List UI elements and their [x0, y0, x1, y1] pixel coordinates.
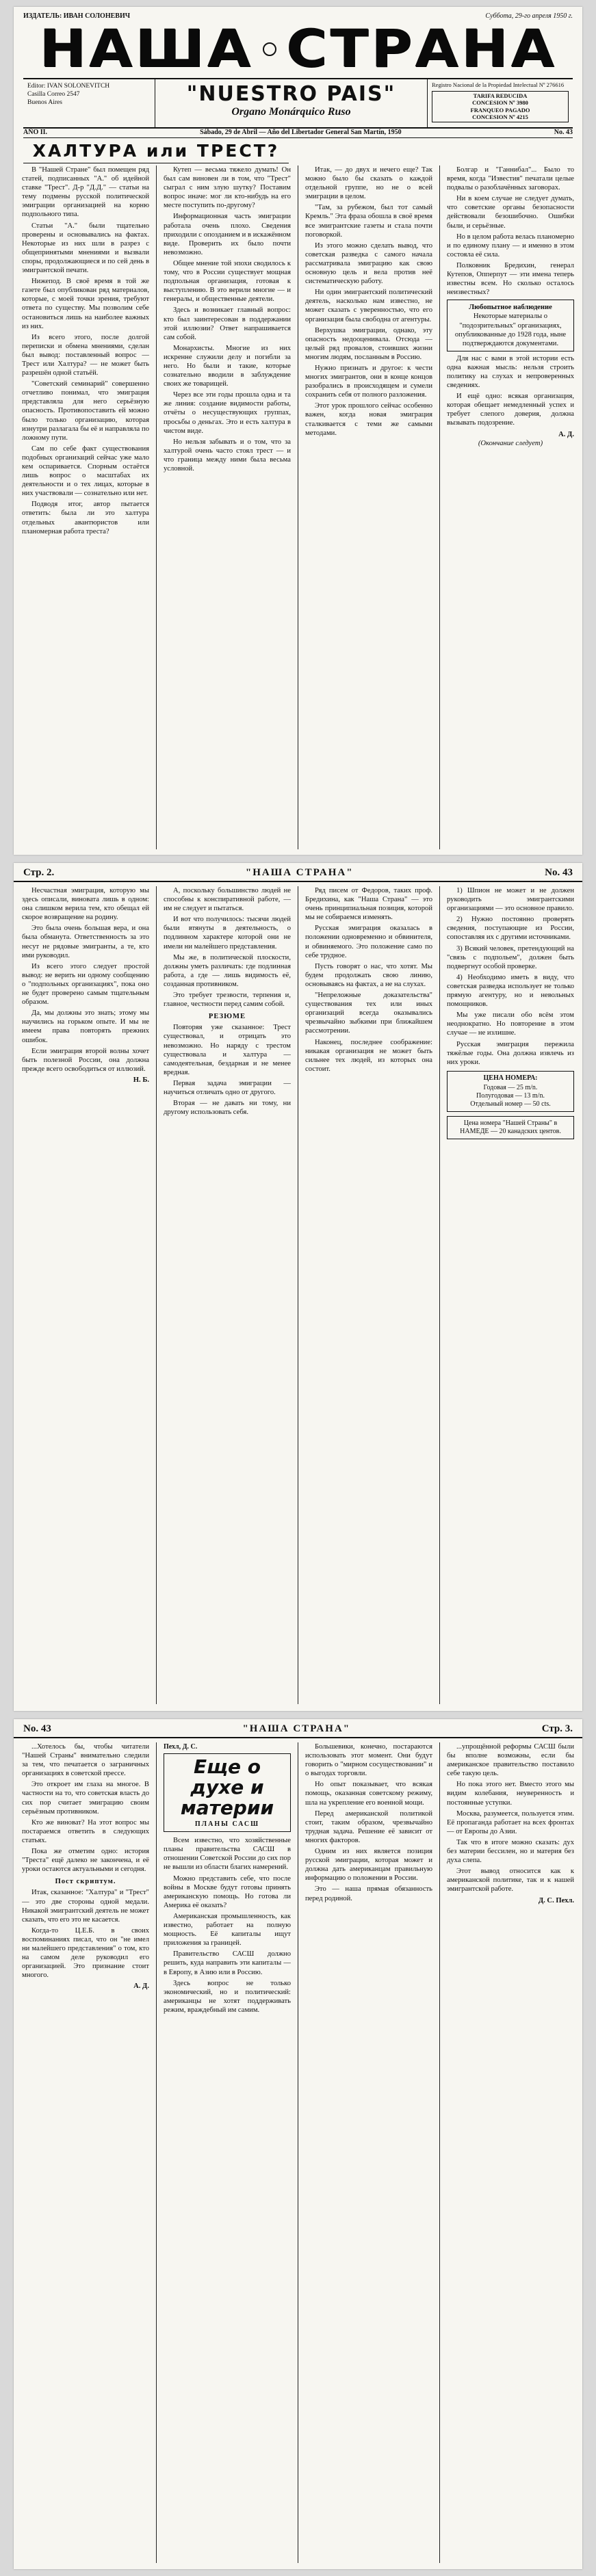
- paragraph: Ни в коем случае не следует думать, что советские органы безопасности действовали безошибочно. Ошибки были, и серьёзные.: [447, 195, 574, 230]
- article-headline: ХАЛТУРА или ТРЕСТ?: [23, 141, 289, 163]
- signature: Д. С. Пехл.: [538, 1896, 574, 1904]
- price-notice-text: Цена номера "Нашей Страны" в НАМЕДЕ — 20 канадских центов.: [460, 1119, 561, 1135]
- price-notice: [447, 1116, 574, 1139]
- masthead-word-left: НАША: [39, 18, 254, 79]
- article-author: Пехл, Д. С.: [164, 1743, 198, 1751]
- column-4: [447, 1742, 574, 2563]
- page-number: Стр. 2.: [23, 867, 55, 878]
- paragraph: Русская эмиграция оказалась в положении одновременно и обвинителя, и обвиняемого. Это положение само по себе трудное.: [305, 925, 432, 959]
- dateline-bar: [23, 129, 573, 138]
- paragraph: Можно представить себе, что после войны в Москве будут готовы принять американскую помощь. Но готова ли Америка её оказать?: [164, 1874, 291, 1909]
- section-heading: Пост скриптум.: [55, 1878, 116, 1886]
- paragraph: Американская промышленность, как известно, работает на полную мощность. Её капиталы ищут приложения за границей.: [164, 1912, 291, 1948]
- column-divider: [156, 1742, 157, 2563]
- paragraph: Информационная часть эмиграции работала очень плохо. Сведения приходили с опозданием и в искажённом виде. Проверить их было почти невозможно.: [164, 213, 291, 256]
- article-headline-box: [164, 1753, 291, 1832]
- paragraph: Ни один эмигрантский политический деятель, насколько нам известно, не может сказать с уверенностью, что его организация была свободна от агентуры.: [305, 289, 432, 323]
- boxed-note-title: Любопытное наблюдение: [469, 304, 552, 312]
- paragraph: Из всего этого, после долгой переписки и обмена мнениями, сделан был вывод: поставленный вопрос — Трест или Халтура? — не может быть разрешён одной статьёй.: [22, 333, 149, 377]
- subscription-line: Отдельный номер — 50 cts.: [470, 1100, 551, 1108]
- subscription-line: Годовая — 25 m/n.: [483, 1083, 538, 1091]
- running-header: [14, 1719, 582, 1738]
- paragraph: Мы уже писали обо всём этом неоднократно. Но повторение в этом случае — не излишне.: [447, 1011, 574, 1037]
- paragraph: Мы же, в политической плоскости, должны уметь различать: где подлинная работа, а где — лишь видимость её, созданная противником.: [164, 953, 291, 988]
- date-line-top: Суббота, 29-го апреля 1950 г.: [485, 12, 573, 20]
- masthead: [23, 18, 573, 79]
- paragraph: Нижепод. В своё время в той же газете был опубликован ряд материалов, которые, с моей точки зрения, требуют ответа по существу. Мы позволим себе остановиться лишь на наиболее важных из них.: [22, 278, 149, 330]
- column-3: [305, 886, 432, 1704]
- paragraph: В "Нашей Стране" был помещен ряд статей, подписанных "А." об идейной ставке "Трест". Д-р "Д.Д." — статьи на тему подмены русской политической эмиграции организацией на корню подпольного типа.: [22, 166, 149, 219]
- signature: А. Д.: [133, 1982, 149, 1991]
- column-3: [305, 1742, 432, 2563]
- paragraph: Москва, разумеется, пользуется этим. Её пропаганда работает на всех фронтах — от Европы до Азии.: [447, 1809, 574, 1835]
- paragraph: Полковник Бредихин, генерал Кутепов, Опперпут — эти имена теперь известны всем. Но сколько осталось неизвестных?: [447, 261, 574, 297]
- publisher-line: ИЗДАТЕЛЬ: ИВАН СОЛОНЕВИЧ: [23, 12, 131, 20]
- editor-name: Editor: IVAN SOLONEVITCH: [27, 83, 110, 90]
- paragraph: И вот что получилось: тысячи людей были втянуты в деятельность, о подлинном характере которой они не имели ни малейшего представления.: [164, 916, 291, 951]
- paragraph: Это откроет им глаза на многое. В частности на то, что советская власть до сих пор считает эмиграцию своим серьёзным противником.: [22, 1781, 149, 1816]
- running-title: "НАША СТРАНА": [242, 1723, 351, 1734]
- paragraph: Из этого можно сделать вывод, что советская разведка с самого начала рассматривала эмиграцию как свою основную цель и вела против неё систематическую работу.: [305, 241, 432, 286]
- paragraph: Нужно признать и другое: к чести многих эмигрантов, они в конце концов разобрались в происходящем и сумели сохранить себя от полного разложения.: [305, 364, 432, 399]
- info-bar: [23, 78, 573, 129]
- section-heading: РЕЗЮМЕ: [208, 1013, 246, 1021]
- paragraph: Монархисты. Многие из них искренне служили делу и погибли за него. Но были и такие, которые сознательно вводили в заблуждение своих же товарищей.: [164, 344, 291, 388]
- paragraph: Пусть говорят о нас, что хотят. Мы будем продолжать свою линию, основываясь на фактах, а не на слухах.: [305, 962, 432, 988]
- paragraph: Перед американской политикой стоит, таким образом, чрезвычайно трудная задача. Решение её зависит от многих факторов.: [305, 1809, 432, 1844]
- article-headline: Еще о духе и материи: [180, 1755, 274, 1820]
- running-header: [14, 863, 582, 882]
- paragraph: Повторяя уже сказанное: Трест существовал, и отрицать это невозможно. Но наряду с трестом существовала и халтура — самодеятельная, бездарная и не менее вредная.: [164, 1024, 291, 1076]
- column-divider: [439, 165, 440, 849]
- paragraph: Вторая — не давать ни тому, ни другому использовать себя.: [164, 1100, 291, 1117]
- paragraph: Но опыт показывает, что всякая помощь, оказанная советскому режиму, шла на укрепление его военной мощи.: [305, 1781, 432, 1807]
- paragraph: Итак, — до двух и нечего еще? Так можно было бы сказать о каждой отдельной группе, но не о всей эмиграции в целом.: [305, 166, 432, 201]
- paragraph: Здесь и возникает главный вопрос: кто был заинтересован в поддержании этой иллюзии? Ответ напрашивается сам собой.: [164, 306, 291, 341]
- column-2: [164, 165, 291, 849]
- paragraph: Первая задача эмиграции — научиться отличать одно от другого.: [164, 1079, 291, 1096]
- paragraph: Общее мнение той эпохи сводилось к тому, что в России существует мощная подпольная организация, готовая к выступлению. В это верили многие — и генералы, и общественные деятели.: [164, 259, 291, 304]
- paragraph: И ещё одно: всякая организация, которая обещает немедленный успех и требует слепого доверия, должна вызывать подозрение.: [447, 393, 574, 427]
- page1-columns: [22, 165, 574, 849]
- paragraph: Если эмиграция второй волны хочет быть полезной России, она должна прежде всего освободиться от иллюзий.: [22, 1047, 149, 1073]
- column-2: [164, 1742, 291, 2563]
- paragraph: Сам по себе факт существования подобных организаций сейчас уже мало кем оспаривается. Спорным остаётся лишь вопрос о масштабах их деятельности и о тех лицах, которые в них участвовали — сознательно или нет.: [22, 444, 149, 498]
- paragraph: 2) Нужно постоянно проверять сведения, поступающие из России, сопоставляя их с другими источниками.: [447, 916, 574, 942]
- issue-number: No. 43: [554, 129, 573, 136]
- front-page: [14, 7, 582, 855]
- editor-city: Buenos Aires: [27, 99, 62, 106]
- paragraph: Здесь вопрос не только экономический, но и политический: американцы не хотят поддерживать режим, враждебный им самим.: [164, 1979, 291, 2014]
- issue-number: No. 43: [545, 867, 573, 878]
- paragraph: Но нельзя забывать и о том, что за халтурой очень часто стоял трест — и что граница между ними была весьма условной.: [164, 438, 291, 473]
- registro-line: Registro Nacional de la Propiedad Intelectual Nº 276616: [432, 81, 565, 88]
- paragraph: Русская эмиграция пережила тяжёлые годы. Она должна извлечь из них уроки.: [447, 1040, 574, 1066]
- paragraph: 1) Шпион не может и не должен руководить эмигрантскими организациями — это основное правило.: [447, 887, 574, 913]
- column-4: [447, 165, 574, 849]
- article-subheadline: ПЛАНЫ САСШ: [194, 1820, 260, 1829]
- running-title: "НАША СТРАНА": [245, 867, 354, 878]
- paragraph: Да, мы должны это знать; этому мы научились на горьком опыте. И мы не имеем права повторять прежних ошибок.: [22, 1009, 149, 1044]
- signature: А. Д.: [558, 430, 574, 438]
- boxed-note-text: Некоторые материалы о "подозрительных" организациях, опубликованные до 1928 года, ныне подтверждаются документами.: [454, 313, 567, 347]
- paragraph: Из всего этого следует простой вывод: не верить ни одному сообщению о "подпольных организациях", пока оно не будет проверено самым тщательным образом.: [22, 962, 149, 1007]
- paragraph: 4) Необходимо иметь в виду, что советская разведка использует не только прямую агентуру, но и невольных помощников.: [447, 973, 574, 1009]
- paragraph: ...упрощённой реформы САСШ были бы вполне возможны, если бы американское правительство поставило себе такую цель.: [447, 1743, 574, 1778]
- paragraph: Это была очень большая вера, и она была обманута. Ответственность за это несут не рядовые эмигранты, а те, кто ими руководил.: [22, 925, 149, 959]
- concesion-line-1: CONCESION Nº 3980: [472, 99, 528, 106]
- paragraph: Пока же отметим одно: история "Треста" ещё далеко не закончена, и её уроки остаются актуальными и сегодня.: [22, 1848, 149, 1874]
- paragraph: Этот урок прошлого сейчас особенно важен, когда новая эмиграция сталкивается с теми же самыми методами.: [305, 402, 432, 437]
- paragraph: Правительство САСШ должно решить, куда направить эти капиталы — в Европу, в Азию или в Россию.: [164, 1950, 291, 1976]
- column-2: [164, 886, 291, 1704]
- paragraph: А, поскольку большинство людей не способны к конспиративной работе, — им не следует и пытаться.: [164, 887, 291, 913]
- paragraph: "Непреложные доказательства" существования тех или иных организаций всегда оказывались чрезвычайно зыбкими при ближайшем рассмотрении.: [305, 992, 432, 1035]
- page-2: [14, 863, 582, 1711]
- paragraph: Но в целом работа велась планомерно и по единому плану — и именно в этом состояла её сила.: [447, 233, 574, 258]
- page2-columns: [22, 886, 574, 1704]
- masthead-word-right: СТРАНА: [286, 18, 557, 79]
- title-spanish-box: [155, 79, 427, 127]
- registration-box: [427, 79, 573, 127]
- paragraph: Это требует трезвости, терпения и, главное, честности перед самим собой.: [164, 992, 291, 1009]
- page-number: Стр. 3.: [541, 1723, 573, 1734]
- paragraph: Наконец, последнее соображение: никакая организация не может быть сильнее тех людей, из которых она состоит.: [305, 1038, 432, 1073]
- column-divider: [439, 1742, 440, 2563]
- column-divider: [439, 886, 440, 1704]
- column-4: [447, 886, 574, 1704]
- column-divider: [156, 165, 157, 849]
- paragraph: "Советский семинарий" совершенно отчетливо понимал, что эмиграция представляла для него серьёзную опасность. Противопоставить ей можно было только организацию, которая изнутри разлагала бы её и направляла по ложному пути.: [22, 380, 149, 442]
- tarifa-box: [432, 91, 569, 122]
- subscription-box: [447, 1071, 574, 1112]
- paragraph: Всем известно, что хозяйственные планы правительства САСШ в отношении Советской России до сих пор не вышли из области благих намерений.: [164, 1837, 291, 1872]
- editor-box: [23, 79, 155, 127]
- paragraph: Для нас с вами в этой истории есть одна важная мысль: нельзя строить политику на слухах и непроверенных сведениях.: [447, 354, 574, 390]
- paragraph: Этот вывод относится как к американской политике, так и к нашей эмигрантской работе.: [447, 1868, 574, 1894]
- masthead-separator-icon: [263, 42, 276, 56]
- paragraph: "Там, за рубежом, был тот самый Кремль." Эта фраза обошла в своё время все эмигрантские газеты и стала почти поговоркой.: [305, 204, 432, 239]
- paragraph: Так что в итоге можно сказать: дух без материи бессилен, но и материя без духа слепа.: [447, 1838, 574, 1865]
- paragraph: Кто же виноват? На этот вопрос мы постараемся ответить в следующих статьях.: [22, 1818, 149, 1844]
- column-1: [22, 1742, 149, 2563]
- page3-columns: [22, 1742, 574, 2563]
- column-3: [305, 165, 432, 849]
- signature: Н. Б.: [133, 1076, 149, 1084]
- concesion-line-2: CONCESION Nº 4215: [472, 114, 528, 120]
- paragraph: Ряд писем от Федоров, таких проф. Бредихина, как "Наша Страна" — это очень принципиальная позиция, которой мы не собираемся изменять.: [305, 887, 432, 922]
- dateline: Sábado, 29 de Abril — Año del Libertador General San Martín, 1950: [200, 129, 402, 136]
- paragraph: Итак, сказанное: "Халтура" и "Трест" — это две стороны одной медали. Никакой эмигрантский деятель не может сказать, что его это не касается.: [22, 1889, 149, 1924]
- paragraph: Это — наша прямая обязанность перед родиной.: [305, 1885, 432, 1902]
- boxed-note: [447, 300, 574, 351]
- organo-line: Organo Monárquico Ruso: [231, 106, 351, 118]
- paragraph: Через все эти годы прошла одна и та же линия: создание видимости работы, отчёты о несуществующих группах, просьбы о деньгах. Это и есть халтура в чистом виде.: [164, 391, 291, 435]
- subscription-title: ЦЕНА НОМЕРА:: [483, 1074, 538, 1082]
- column-divider: [156, 886, 157, 1704]
- column-1: [22, 165, 149, 849]
- subscription-line: Полугодовая — 13 m/n.: [476, 1091, 545, 1100]
- paragraph: Несчастная эмиграция, которую мы здесь описали, виновата лишь в одном: она слишком верила тем, кто обещал ей скорое возвращение на родину.: [22, 887, 149, 922]
- paragraph: Верхушка эмиграции, однако, эту опасность недооценивала. Отсюда — целый ряд провалов, стоивших жизни многим людям, посланным в Россию.: [305, 326, 432, 361]
- year-label: АÑО II.: [23, 129, 48, 136]
- paragraph: Но пока этого нет. Вместо этого мы видим колебания, неуверенность и постоянные уступки.: [447, 1781, 574, 1807]
- page-3: [14, 1719, 582, 2569]
- paragraph: Болгар и "Ганнибал"... Было то время, когда "Известия" печатали целые подвалы о разоблачённых заговорах.: [447, 166, 574, 192]
- editor-address: Casilla Correo 2547: [27, 91, 80, 98]
- paragraph: Статьи "А." были тщательно проверены и основывались на фактах. Некоторые из них шли в разрез с общепринятыми мнениями и вызвали споры, продолжающиеся и по сей день в эмигрантской печати.: [22, 222, 149, 275]
- franqueo-line: FRANQUEO PAGADO: [470, 106, 530, 114]
- issue-number: No. 43: [23, 1723, 51, 1734]
- paragraph: Одним из них является позиция русской эмиграции, которая может и должна дать американцам правильную информацию о положении в России.: [305, 1848, 432, 1883]
- title-spanish: "NUESTRO PAIS": [186, 82, 396, 106]
- tarifa-line: TARIFA REDUCIDA: [473, 92, 528, 99]
- to-be-continued: (Окончание следует): [478, 439, 543, 447]
- paragraph: Кутеп — весьма тяжело думать! Он был сам виновен ли в том, что "Трест" сыграл с ним злую шутку? Поставим вопрос иначе: мог ли кто-нибудь на его месте поступить по-другому?: [164, 166, 291, 210]
- paragraph: 3) Всякий человек, претендующий на "связь с подпольем", должен быть подвергнут особой проверке.: [447, 944, 574, 970]
- paragraph: ...Хотелось бы, чтобы читатели "Нашей Страны" внимательно следили за тем, что печатается о заграничных организациях в советской прессе.: [22, 1743, 149, 1778]
- column-1: [22, 886, 149, 1704]
- paragraph: Подводя итог, автор пытается ответить: была ли это халтура отдельных авантюристов или планомерная работа треста?: [22, 501, 149, 535]
- paragraph: Когда-то Ц.Е.Б. в своих воспоминаниях писал, что он "не имел ни малейшего представления" о том, кто на самом деле руководил его организацией. Это признание стоит многого.: [22, 1926, 149, 1980]
- paragraph: Большевики, конечно, постараются использовать этот момент. Они будут говорить о "мирном сосуществовании" и о выгодах торговли.: [305, 1743, 432, 1778]
